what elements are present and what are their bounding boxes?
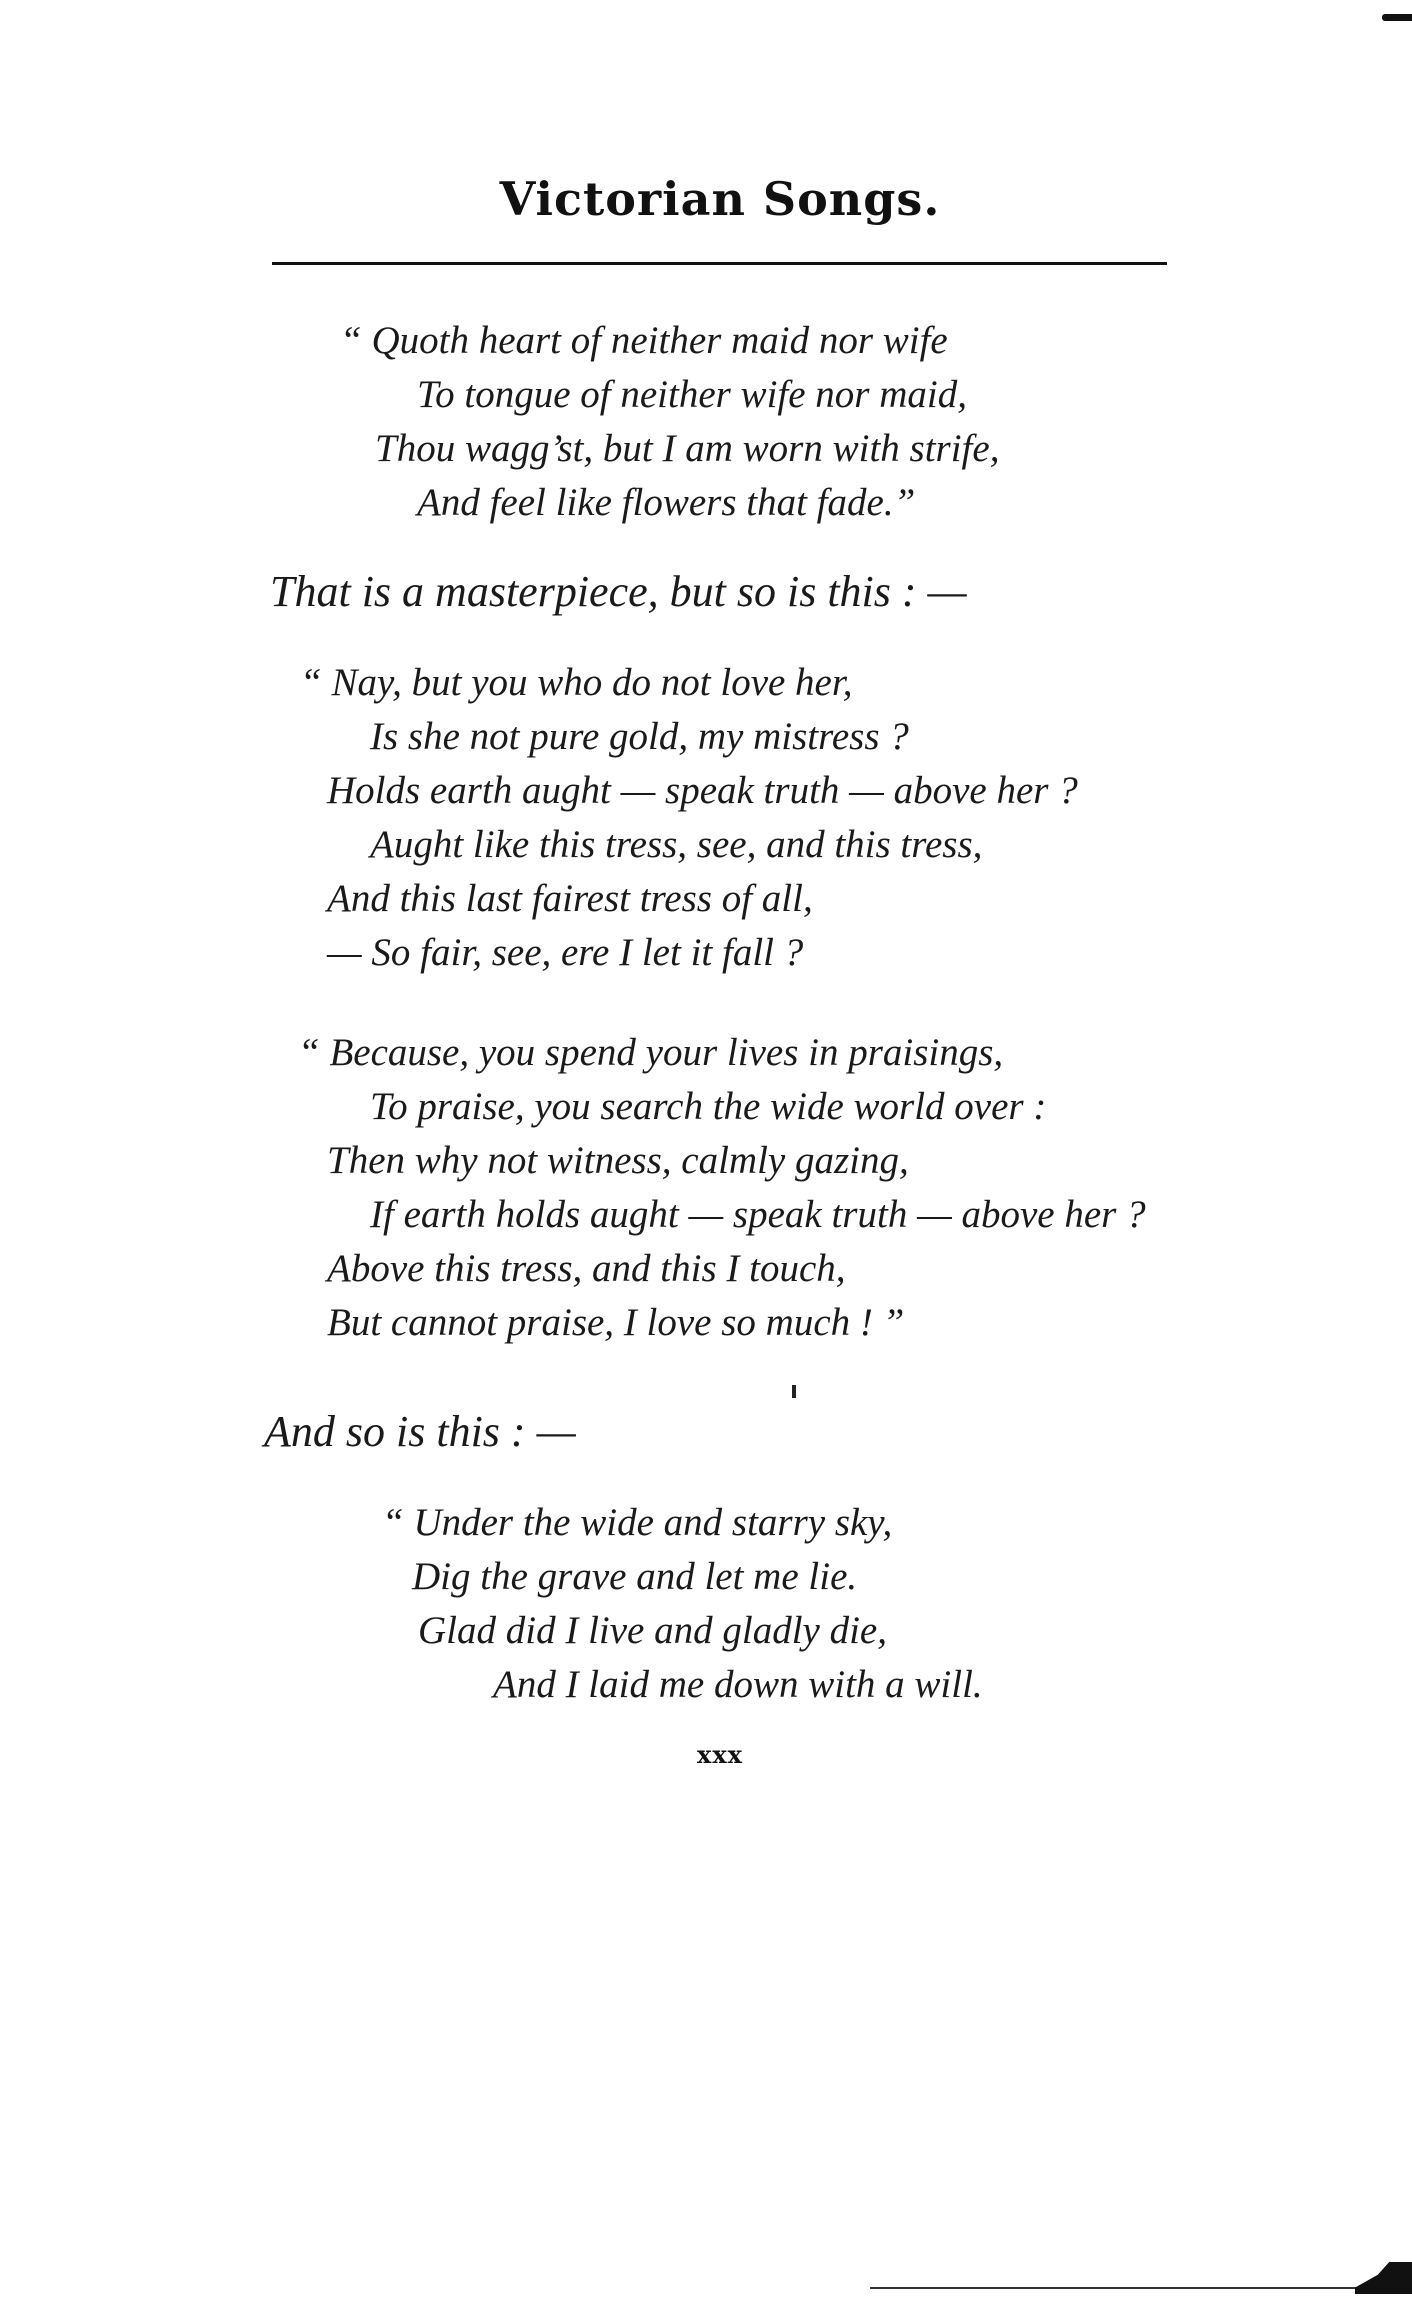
stanza2-line-6: — So fair, see, ere I let it fall ? — [327, 931, 804, 974]
stanza3-line-5: Above this tress, and this I touch, — [327, 1247, 846, 1290]
stanza4-line-4: And I laid me down with a will. — [493, 1663, 983, 1706]
scan-bottom-rule — [870, 2287, 1380, 2289]
stanza3-line-1: “ Because, you spend your lives in praisings, — [298, 1031, 1004, 1074]
running-head: Victorian Songs. — [499, 172, 941, 226]
stanza4-line-2: Dig the grave and let me lie. — [412, 1555, 858, 1598]
prose-line-2: And so is this : — — [264, 1407, 576, 1456]
stanza1-line-3: Thou wagg’st, but I am worn with strife, — [375, 427, 1000, 470]
stanza2-line-5: And this last fairest tress of all, — [327, 877, 813, 920]
page-number: xxx — [697, 1740, 743, 1769]
stanza2-line-4: Aught like this tress, see, and this tress, — [370, 823, 983, 866]
stanza4-line-3: Glad did I live and gladly die, — [418, 1609, 887, 1652]
scan-bottom-mark — [1355, 2262, 1412, 2294]
stanza2-line-3: Holds earth aught — speak truth — above her ? — [327, 769, 1078, 812]
stanza1-line-1: “ Quoth heart of neither maid nor wife — [340, 319, 948, 362]
stanza3-line-2: To praise, you search the wide world over : — [370, 1085, 1047, 1128]
stanza3-line-3: Then why not witness, calmly gazing, — [327, 1139, 909, 1182]
prose-line-1: That is a masterpiece, but so is this : — — [270, 567, 967, 616]
stanza2-line-1: “ Nay, but you who do not love her, — [300, 661, 853, 704]
stanza3-line-6: But cannot praise, I love so much ! ” — [327, 1301, 905, 1344]
stanza1-line-4: And feel like flowers that fade.” — [417, 481, 916, 524]
stanza2-line-2: Is she not pure gold, my mistress ? — [370, 715, 909, 758]
stanza3-line-4: If earth holds aught — speak truth — above her ? — [370, 1193, 1146, 1236]
header-rule — [272, 262, 1167, 265]
scan-edge-mark — [1382, 14, 1412, 21]
stray-ink-mark — [792, 1385, 796, 1398]
stanza4-line-1: “ Under the wide and starry sky, — [382, 1501, 893, 1544]
stanza1-line-2: To tongue of neither wife nor maid, — [417, 373, 967, 416]
